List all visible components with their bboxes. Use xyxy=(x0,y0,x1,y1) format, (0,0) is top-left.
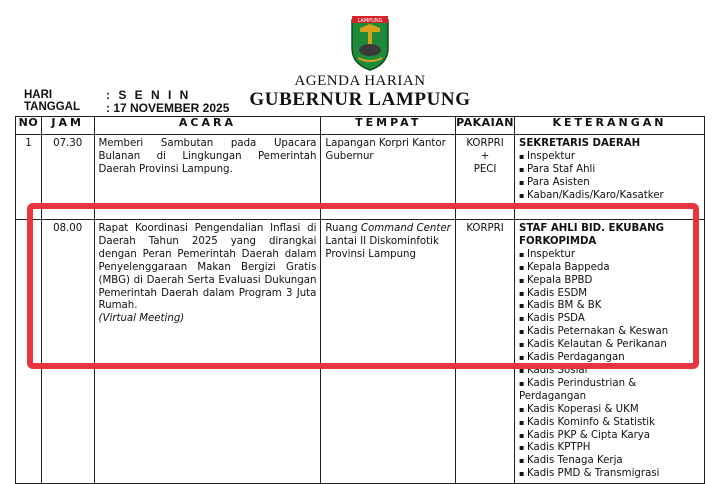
row-jam: 07.30 xyxy=(41,135,94,220)
table-row xyxy=(16,135,705,220)
col-header-acara: ACARA xyxy=(94,117,321,135)
row-pakaian xyxy=(456,135,515,220)
table-row xyxy=(16,220,705,484)
list-item: ▪ Kadis PSDA xyxy=(519,313,700,326)
list-item: ▪ Para Staf Ahli xyxy=(519,164,700,177)
list-item: ▪ Inspektur xyxy=(519,249,700,262)
list-item: ▪ Kadis PKP & Cipta Karya xyxy=(519,430,700,443)
row-jam: 08.00 xyxy=(41,220,94,484)
page-title: AGENDA HARIAN xyxy=(294,73,426,89)
row-acara: Memberi Sambutan pada Upacara Bulanan di Lingkungan Pemerintah Daerah Provinsi Lampung. xyxy=(94,135,321,220)
list-item: ▪ Kadis Tenaga Kerja xyxy=(519,455,700,468)
list-item: ▪ Kadis Peternakan & Keswan xyxy=(519,326,700,339)
row-acara xyxy=(94,220,321,484)
keterangan-list xyxy=(519,151,700,203)
lampung-emblem-icon xyxy=(348,14,392,72)
list-item: ▪ Kadis Kominfo & Statistik xyxy=(519,417,700,430)
col-header-no: NO xyxy=(16,117,42,135)
keterangan-head: SEKRETARIS DAERAH xyxy=(519,138,641,149)
table-header-row xyxy=(16,117,705,135)
list-item: ▪ Kadis Koperasi & UKM xyxy=(519,404,700,417)
acara-note: (Virtual Meeting) xyxy=(98,313,185,325)
keterangan-list xyxy=(519,249,700,481)
list-item: ▪ Kadis BM & BK xyxy=(519,300,700,313)
tanggal-label: TANGGAL xyxy=(24,101,81,113)
tanggal-value: : 17 NOVEMBER 2025 xyxy=(106,101,230,115)
keterangan-head: STAF AHLI BID. EKUBANG FORKOPIMDA xyxy=(519,223,665,247)
pakaian-line: KORPRI xyxy=(466,138,504,149)
row-no xyxy=(16,220,42,484)
list-item: ▪ Para Asisten xyxy=(519,177,700,190)
row-pakaian xyxy=(456,220,515,484)
pakaian-line: + xyxy=(480,150,490,162)
page-subtitle: GUBERNUR LAMPUNG xyxy=(249,89,471,110)
list-item: ▪ Kepala BPBD xyxy=(519,275,700,288)
tempat-rest: Lantai II Diskominfotik Provinsi Lampung xyxy=(325,235,439,260)
svg-text:LAMPUNG: LAMPUNG xyxy=(357,18,383,24)
pakaian-line: KORPRI xyxy=(466,223,504,234)
col-header-keterangan: KETERANGAN xyxy=(515,117,705,135)
agenda-table xyxy=(15,116,705,484)
row-tempat: Lapangan Korpri Kantor Gubernur xyxy=(321,135,456,220)
row-tempat xyxy=(321,220,456,484)
hari-label: HARI xyxy=(24,89,53,101)
row-keterangan xyxy=(515,135,705,220)
list-item: ▪ Kadis Kelautan & Perikanan xyxy=(519,339,700,352)
hari-value: : S E N I N xyxy=(106,88,191,102)
list-item: ▪ Kaban/Kadis/Karo/Kasatker xyxy=(519,190,700,203)
list-item: ▪ Kadis Sosial xyxy=(519,365,700,378)
list-item: ▪ Kadis Perindustrian & Perdagangan xyxy=(519,378,700,404)
tempat-italic: Command Center xyxy=(360,223,451,234)
row-keterangan xyxy=(515,220,705,484)
tempat-prefix: Ruang xyxy=(325,223,361,234)
list-item: ▪ Kadis ESDM xyxy=(519,288,700,301)
acara-text: Rapat Koordinasi Pengendalian Inflasi di Daerah Tahun 2025 yang dirangkai dengan Peran Pemerintah Daerah dalam Penyelenggaraan Makan Bergizi Gratis (MBG) di Daerah Serta Evaluasi Dukungan Pemerintah Daerah dalam Program 3 Juta Rumah. xyxy=(98,223,317,312)
col-header-jam: JAM xyxy=(41,117,94,135)
row-no: 1 xyxy=(16,135,42,220)
pakaian-line: PECI xyxy=(473,163,497,175)
list-item: ▪ Inspektur xyxy=(519,151,700,164)
list-item: ▪ Kepala Bappeda xyxy=(519,262,700,275)
list-item: ▪ Kadis Perdagangan xyxy=(519,352,700,365)
list-item: ▪ Kadis PMD & Transmigrasi xyxy=(519,468,700,481)
col-header-pakaian: PAKAIAN xyxy=(456,117,515,135)
col-header-tempat: TEMPAT xyxy=(321,117,456,135)
list-item: ▪ Kadis KPTPH xyxy=(519,442,700,455)
